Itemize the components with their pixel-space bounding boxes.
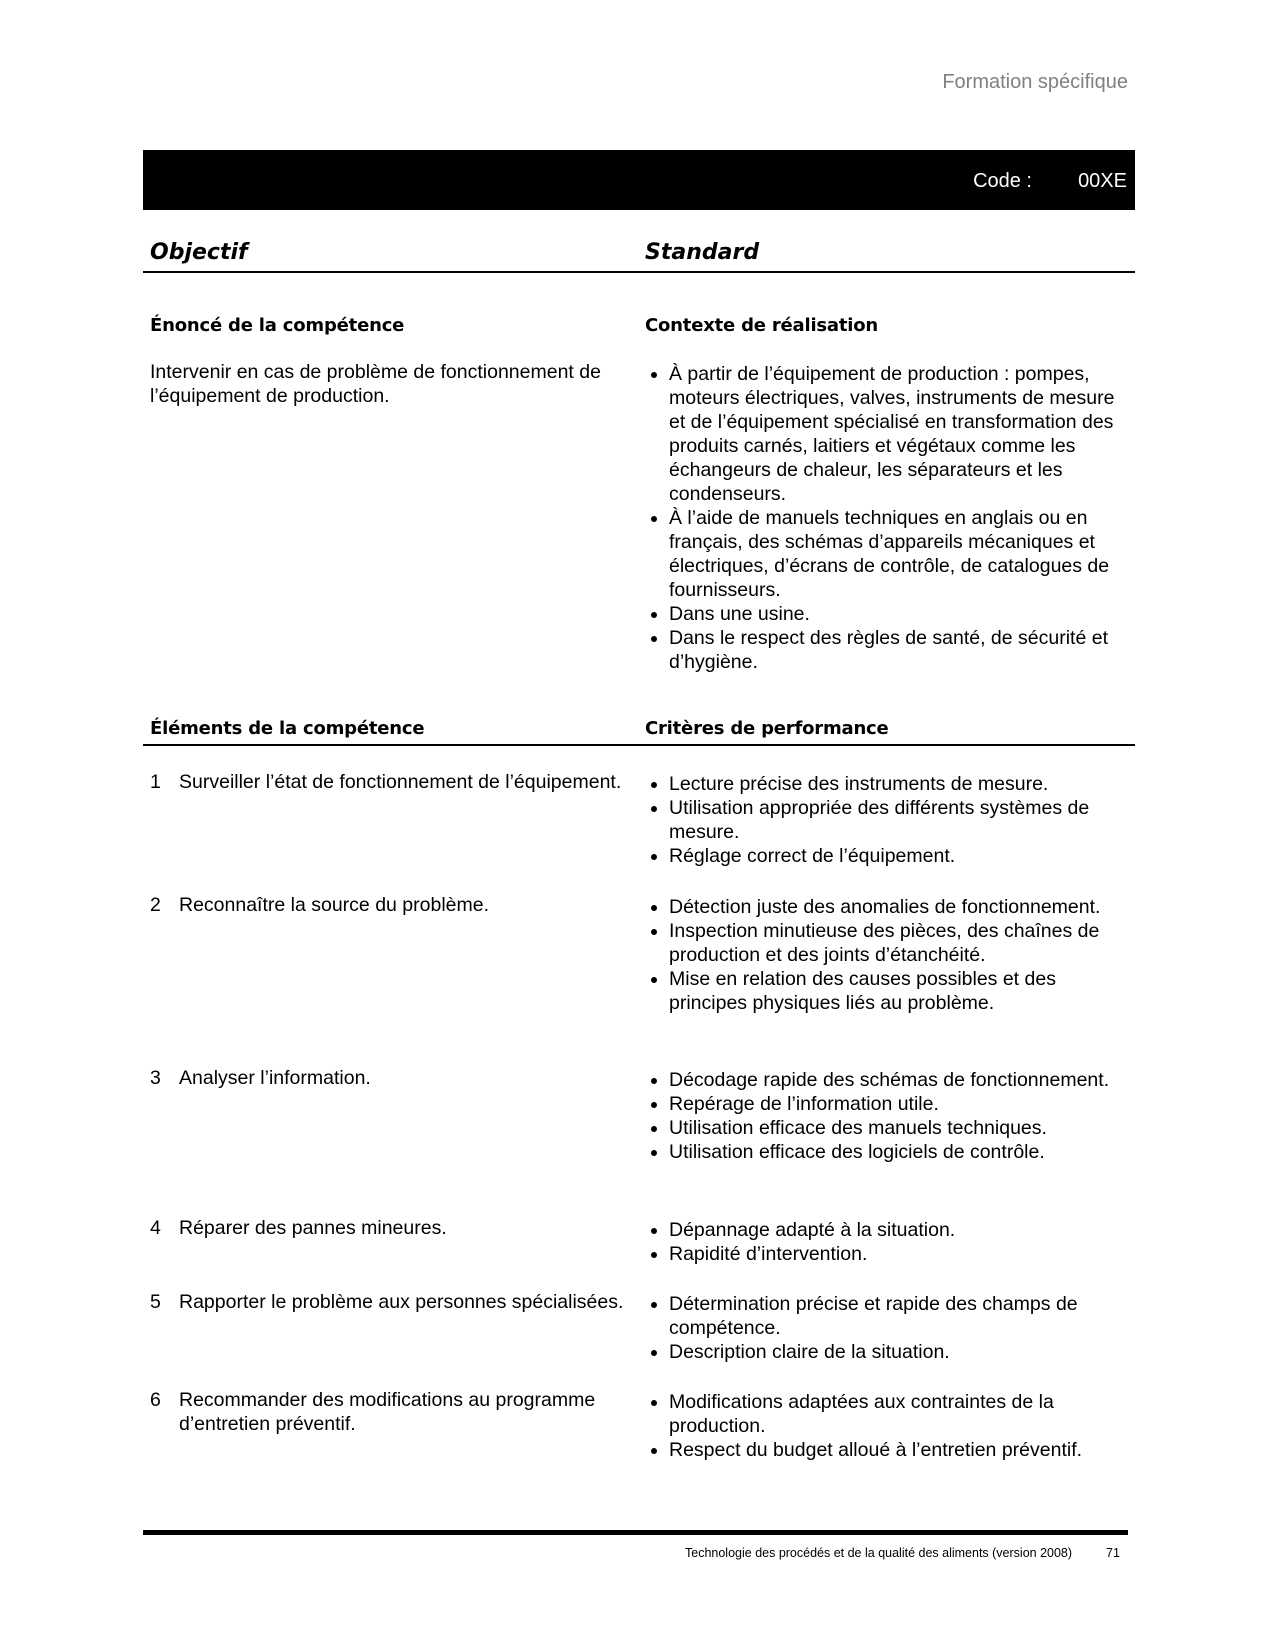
standard-heading: Standard [645,240,760,265]
criteria-item: Utilisation efficace des manuels techniques. [647,1116,1137,1140]
element-text: Surveiller l’état de fonctionnement de l’équipement. [179,771,622,793]
element-number: 1 [150,771,161,793]
page-number: 71 [1106,1546,1120,1560]
code-value: 00XE [1078,170,1127,192]
competence-text: Intervenir en cas de problème de fonctionnement de l’équipement de production. [150,361,601,407]
criteria-item: Réglage correct de l’équipement. [647,844,1137,868]
element-row-3 [150,1066,630,1090]
element-number: 5 [150,1291,161,1313]
element-number: 6 [150,1389,161,1411]
criteria-item: Lecture précise des instruments de mesure. [647,772,1137,796]
criteria-item: Utilisation appropriée des différents systèmes de mesure. [647,796,1137,844]
element-row-2 [150,893,630,917]
section-label: Formation spécifique [942,71,1128,93]
competence-title: Énoncé de la compétence [150,315,405,336]
criteria-item: Inspection minutieuse des pièces, des chaînes de production et des joints d’étanchéité. [647,919,1137,967]
footer-divider [143,1530,1128,1535]
criteria-list-3 [647,1068,1137,1164]
criteria-item: Description claire de la situation. [647,1340,1137,1364]
criteria-list-4 [647,1218,1137,1266]
criteria-item: Décodage rapide des schémas de fonctionnement. [647,1068,1137,1092]
element-row-1 [150,770,630,794]
context-item: Dans le respect des règles de santé, de sécurité et d’hygiène. [647,626,1125,674]
criteria-list-6 [647,1390,1137,1462]
criteria-item: Rapidité d’intervention. [647,1242,1137,1266]
criteria-item: Modifications adaptées aux contraintes de la production. [647,1390,1137,1438]
element-number: 3 [150,1067,161,1089]
element-text: Réparer des pannes mineures. [179,1217,447,1239]
element-text: Rapporter le problème aux personnes spécialisées. [179,1291,624,1313]
objective-heading: Objectif [150,240,248,265]
criteria-item: Repérage de l’information utile. [647,1092,1137,1116]
criteria-list-5 [647,1292,1137,1364]
footer-program: Technologie des procédés et de la qualité des aliments (version 2008) [685,1546,1073,1560]
heading-divider [143,271,1135,273]
element-text: Recommander des modifications au programme d’entretien préventif. [179,1389,596,1435]
criteria-item: Mise en relation des causes possibles et des principes physiques liés au problème. [647,967,1137,1015]
code-label: Code : [973,170,1032,192]
context-item: À l’aide de manuels techniques en anglais ou en français, des schémas d’appareils mécaniques et électriques, d’écrans de contrôle, de catalogues de fournisseurs. [647,506,1125,602]
context-title: Contexte de réalisation [645,315,879,336]
criteria-item: Respect du budget alloué à l’entretien préventif. [647,1438,1137,1462]
context-item: À partir de l’équipement de production : pompes, moteurs électriques, valves, instruments de mesure et de l’équipement spécialisé en transformation des produits carnés, laitiers et végétaux comme les échangeurs de chaleur, les séparateurs et les condenseurs. [647,362,1125,506]
elements-title: Éléments de la compétence [150,718,425,739]
element-text: Reconnaître la source du problème. [179,894,490,916]
criteria-item: Utilisation efficace des logiciels de contrôle. [647,1140,1137,1164]
element-row-5 [150,1290,630,1314]
criteria-list-1 [647,772,1137,868]
elements-divider [143,744,1135,746]
criteria-item: Détermination précise et rapide des champs de compétence. [647,1292,1137,1340]
element-number: 4 [150,1217,161,1239]
criteria-list-2 [647,895,1137,1015]
context-item: Dans une usine. [647,602,1125,626]
code-bar [143,150,1135,210]
element-row-6 [150,1388,640,1436]
context-list [647,362,1125,674]
criteria-item: Détection juste des anomalies de fonctionnement. [647,895,1137,919]
criteria-title: Critères de performance [645,718,889,739]
element-row-4 [150,1216,630,1240]
criteria-item: Dépannage adapté à la situation. [647,1218,1137,1242]
element-text: Analyser l’information. [179,1067,371,1089]
element-number: 2 [150,894,161,916]
